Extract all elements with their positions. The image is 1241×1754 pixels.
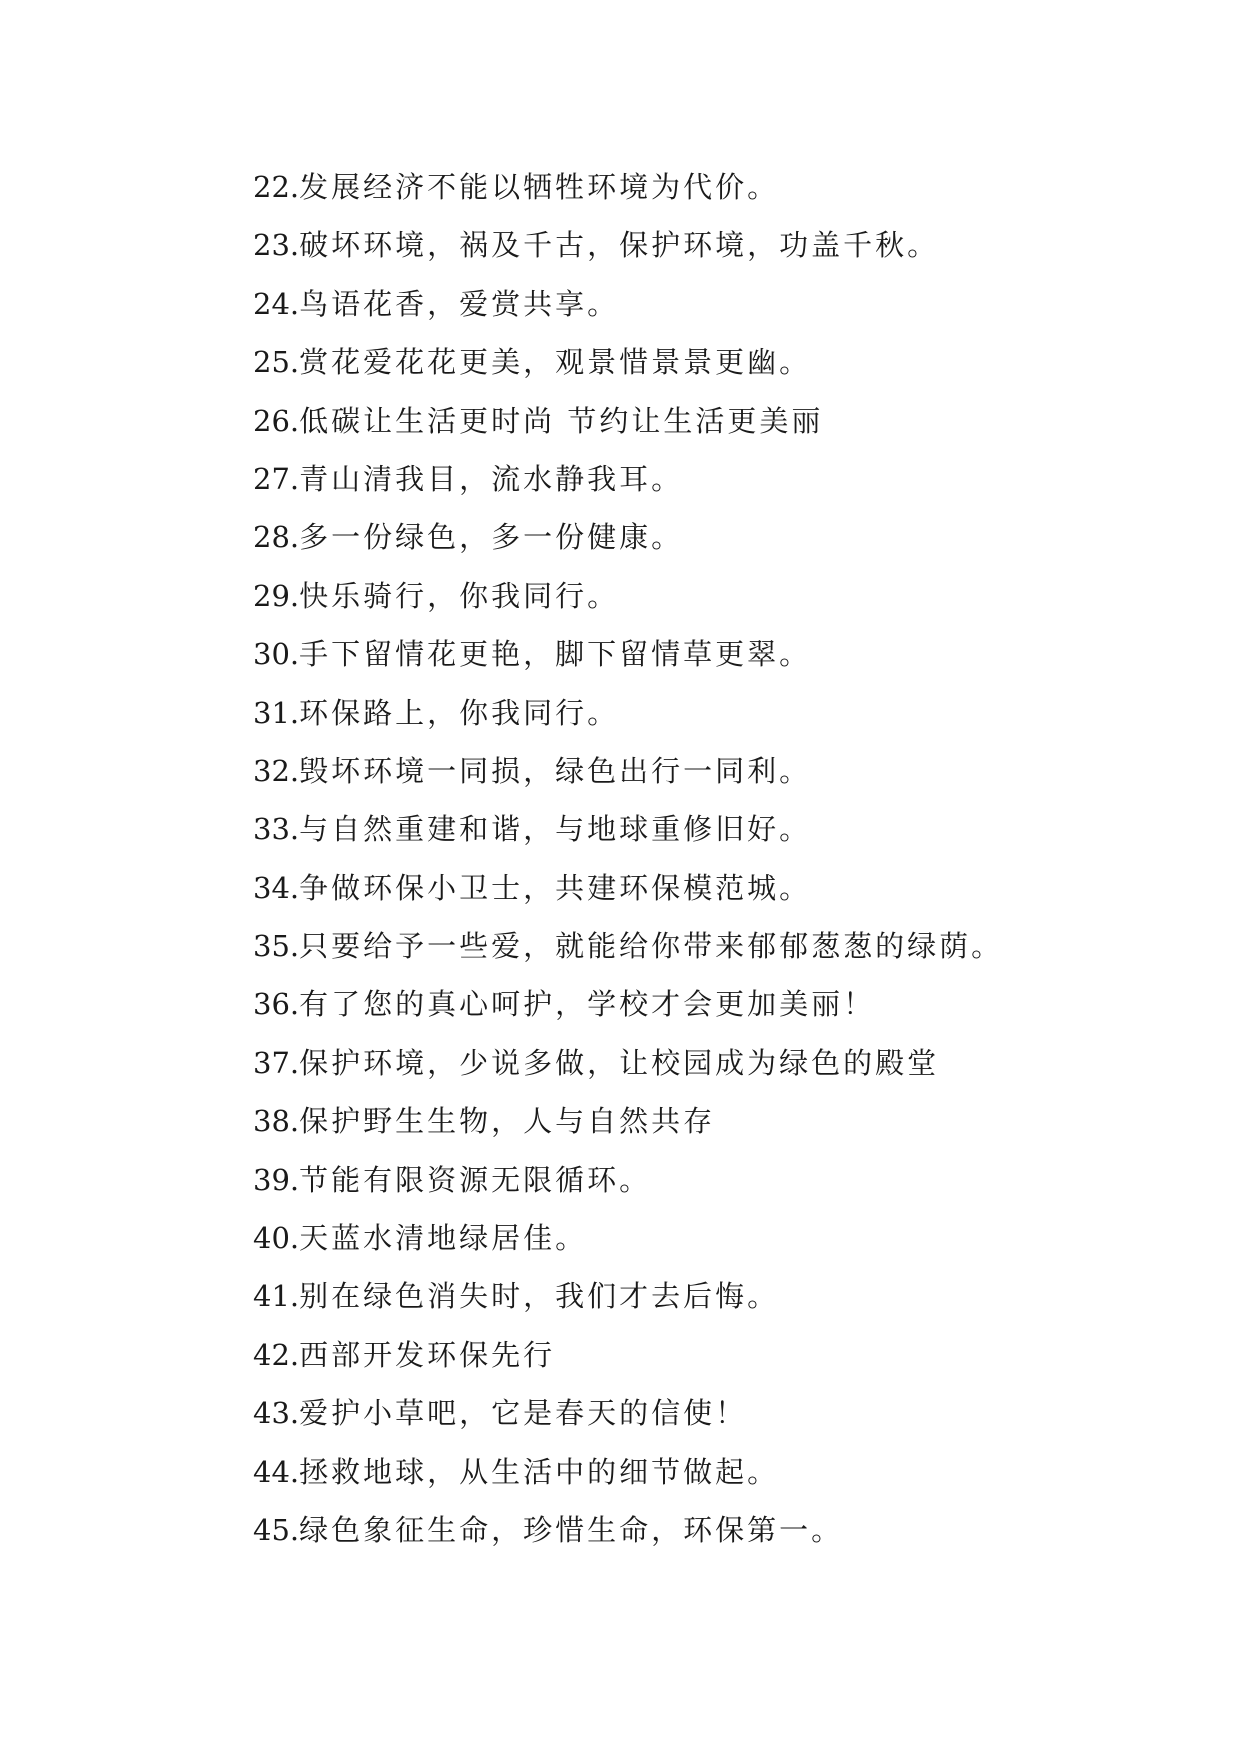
item-text: 别在绿色消失时，我们才去后悔。 [299,1279,780,1314]
item-text: 快乐骑行，你我同行。 [299,578,620,613]
list-item [253,1034,1003,1092]
item-text: 鸟语花香，爱赏共享。 [299,286,620,321]
item-text: 青山清我目，流水静我耳。 [299,461,684,496]
item-number: 24. [253,286,300,321]
item-number: 30. [253,637,300,672]
item-number: 41. [253,1279,300,1314]
item-text: 保护环境，少说多做，让校园成为绿色的殿堂 [299,1045,940,1080]
list-item [253,684,1003,742]
slogan-list [253,158,1003,1559]
list-item [253,917,1003,975]
item-number: 23. [253,228,300,263]
item-number: 29. [253,578,300,613]
list-item [253,1151,1003,1209]
item-text: 拯救地球，从生活中的细节做起。 [299,1454,780,1489]
item-text: 赏花爱花花更美，观景惜景景更幽。 [299,345,812,380]
item-number: 27. [253,461,300,496]
item-number: 32. [253,753,300,788]
item-number: 44. [253,1454,300,1489]
list-item [253,508,1003,566]
item-text: 低碳让生活更时尚 节约让生活更美丽 [299,403,824,438]
item-text: 环保路上，你我同行。 [299,695,620,730]
item-text: 节能有限资源无限循环。 [299,1162,652,1197]
list-item [253,333,1003,391]
item-text: 与自然重建和谐，与地球重修旧好。 [299,812,812,847]
item-number: 28. [253,520,300,555]
item-text: 发展经济不能以牺牲环境为代价。 [299,170,780,204]
list-item [253,1443,1003,1501]
item-number: 22. [253,170,300,204]
item-text: 破坏环境，祸及千古，保护环境，功盖千秋。 [299,228,940,263]
list-item [253,742,1003,800]
item-text: 只要给予一些爱，就能给你带来郁郁葱葱的绿荫。 [299,929,1004,964]
item-number: 36. [253,987,300,1022]
list-item [253,975,1003,1033]
list-item [253,1209,1003,1267]
list-item [253,1384,1003,1442]
list-item [253,216,1003,274]
item-text: 手下留情花更艳，脚下留情草更翠。 [299,637,812,672]
list-item [253,567,1003,625]
item-number: 43. [253,1396,300,1431]
list-item [253,1326,1003,1384]
item-number: 40. [253,1221,300,1256]
list-item [253,450,1003,508]
item-text: 保护野生生物，人与自然共存 [299,1104,716,1139]
list-item [253,800,1003,858]
list-item [253,1092,1003,1150]
item-text: 天蓝水清地绿居佳。 [299,1221,588,1256]
list-item [253,1501,1003,1559]
list-item [253,1267,1003,1325]
item-number: 26. [253,403,300,438]
list-item [253,625,1003,683]
list-item [253,859,1003,917]
item-text: 爱护小草吧，它是春天的信使！ [299,1396,748,1431]
item-number: 31. [253,695,300,730]
list-item [253,392,1003,450]
item-text: 有了您的真心呵护，学校才会更加美丽！ [299,987,876,1022]
item-number: 34. [253,870,300,905]
item-number: 45. [253,1512,300,1547]
item-text: 西部开发环保先行 [299,1337,556,1372]
item-text: 毁坏环境一同损，绿色出行一同利。 [299,753,812,788]
item-number: 39. [253,1162,300,1197]
list-item [253,275,1003,333]
item-text: 绿色象征生命，珍惜生命，环保第一。 [299,1512,844,1547]
item-number: 38. [253,1104,300,1139]
item-number: 37. [253,1045,300,1080]
item-text: 争做环保小卫士，共建环保模范城。 [299,870,812,905]
list-item [253,158,1003,216]
item-number: 42. [253,1337,300,1372]
item-number: 35. [253,929,300,964]
item-number: 25. [253,345,300,380]
item-number: 33. [253,812,300,847]
item-text: 多一份绿色，多一份健康。 [299,520,684,555]
